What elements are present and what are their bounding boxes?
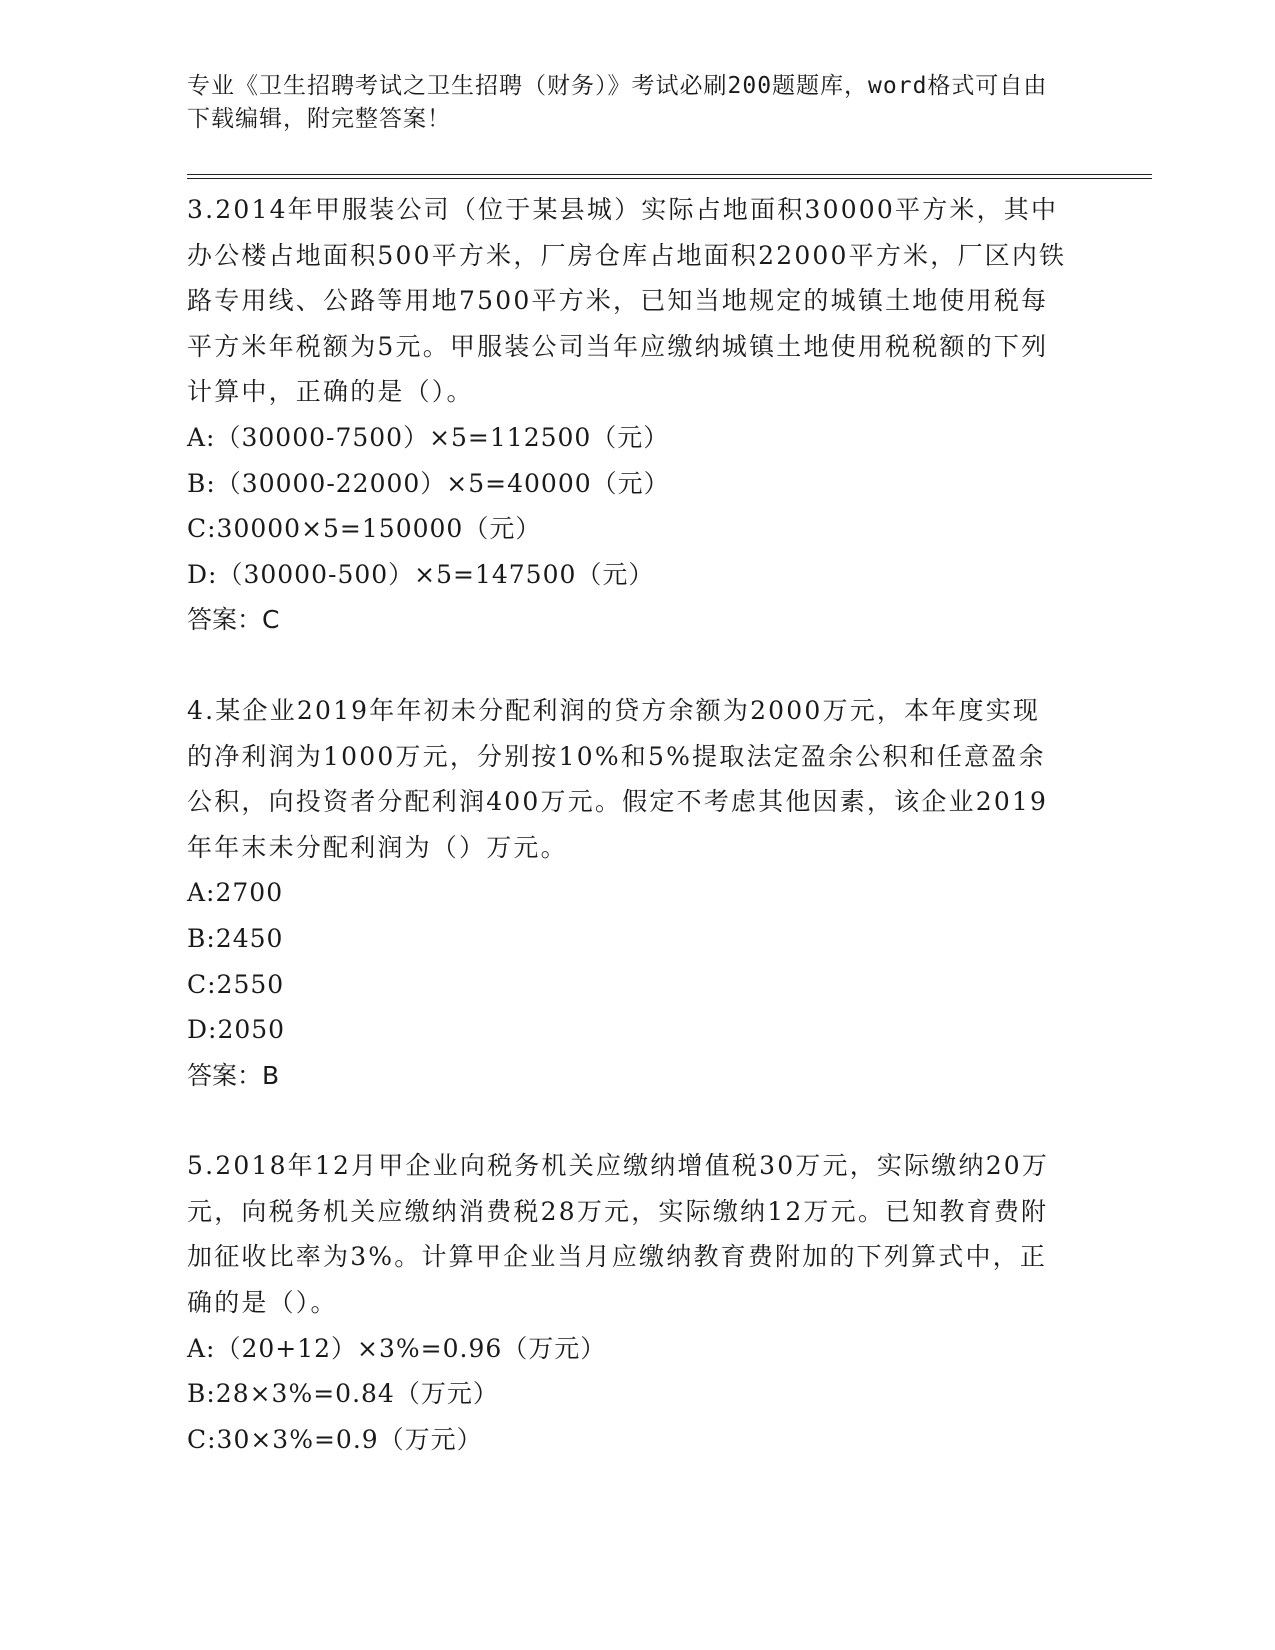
option-d: D:2050 — [187, 1015, 286, 1045]
document-header: 专业《卫生招聘考试之卫生招聘（财务）》考试必刷200题题库，word格式可自由下载编辑，附完整答案！ — [187, 73, 1048, 132]
question-stem: 5.2018年12月甲企业向税务机关应缴纳增值税30万元，实际缴纳20万元，向税务机关应缴纳消费税28万元，实际缴纳12万元。已知教育费附加征收比率为3%。计算甲企业当月应缴纳教育费附加的下列算式中，正确的是（）。 — [187, 1151, 1050, 1318]
answer-line: 答案：B — [187, 1060, 280, 1090]
question-5 — [187, 1143, 1092, 1462]
document-page — [187, 70, 1092, 1462]
option-c: C:30×3%=0.9（万元） — [187, 1424, 483, 1454]
question-4 — [187, 688, 1092, 1098]
option-d: D:（30000-500）×5=147500（元） — [187, 559, 655, 589]
question-stem: 4.某企业2019年年初未分配利润的贷方余额为2000万元，本年度实现的净利润为1000万元，分别按10%和5%提取法定盈余公积和任意盈余公积，向投资者分配利润400万元。假定不考虑其他因素，该企业2019年年末未分配利润为（）万元。 — [187, 695, 1049, 862]
option-c: C:30000×5=150000（元） — [187, 514, 542, 544]
answer-line: 答案：C — [187, 605, 280, 635]
option-b: B:（30000-22000）×5=40000（元） — [187, 468, 670, 498]
question-3 — [187, 187, 1092, 643]
option-b: B:28×3%=0.84（万元） — [187, 1379, 499, 1409]
option-a: A:2700 — [187, 878, 284, 908]
header-divider — [187, 174, 1152, 179]
option-b: B:2450 — [187, 923, 284, 953]
option-c: C:2550 — [187, 969, 285, 999]
option-a: A:（20+12）×3%=0.96（万元） — [187, 1333, 607, 1363]
question-stem: 3.2014年甲服装公司（位于某县城）实际占地面积30000平方米，其中办公楼占地面积500平方米，厂房仓库占地面积22000平方米，厂区内铁路专用线、公路等用地7500平方米，已知当地规定的城镇土地使用税每平方米年税额为5元。甲服装公司当年应缴纳城镇土地使用税税额的下列计算中，正确的是（）。 — [187, 195, 1067, 407]
option-a: A:（30000-7500）×5=112500（元） — [187, 422, 670, 452]
